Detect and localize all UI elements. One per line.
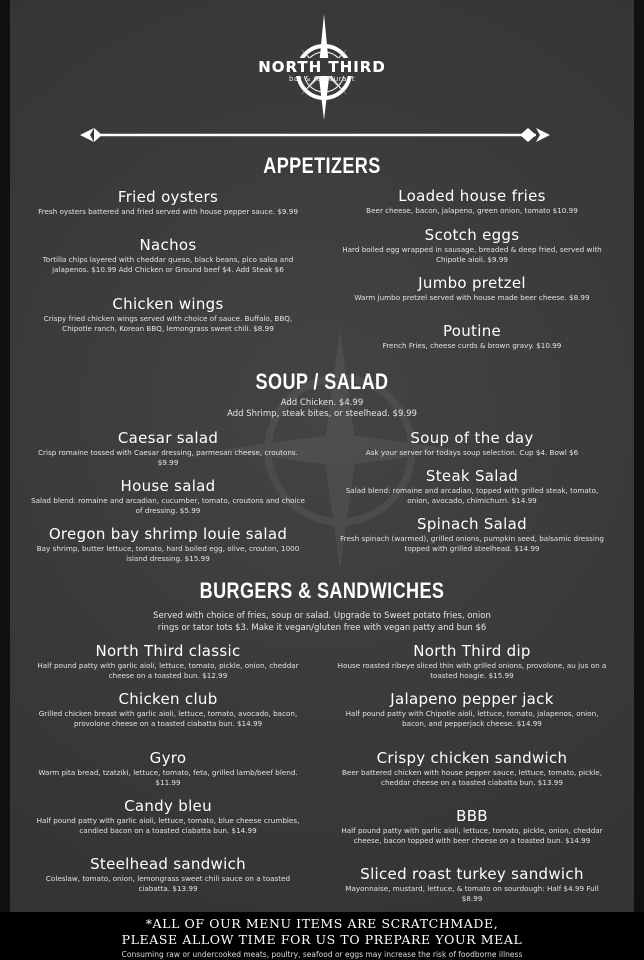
menu-item [30,690,306,728]
item-desc: House roasted ribeye sliced thin with grilled onions, provolone, au jus on a toasted hoagie. $15.99 [337,661,607,680]
item-name: House salad [120,477,216,495]
item-name: Chicken wings [112,295,224,313]
brand-subtitle: bar & restaurant [288,75,356,83]
section-title-appetizers: APPETIZERS [263,153,381,178]
item-desc: French Fries, cheese curds & brown gravy. $10.99 [382,341,562,350]
item-desc: Half pound patty with garlic aioli, lettuce, tomato, pickle, onion, cheddar cheese, bacon topped with beer cheese on a toasted bun. $14.99 [341,826,603,845]
menu-item [30,188,306,217]
item-desc: Beer cheese, bacon, jalapeno, green onion, tomato $10.99 [366,206,578,215]
section-note: Served with choice of fries, soup or salad. Upgrade to Sweet potato fries, onion [153,611,491,621]
section-note: Add Shrimp, steak bites, or steelhead. $9.99 [227,409,417,419]
item-desc: Crisp romaine tossed with Caesar dressing, parmesan cheese, croutons. $9.99 [38,448,298,467]
item-name: Jumbo pretzel [418,274,526,292]
section-title-soup-salad: SOUP / SALAD [255,369,389,394]
menu-item [336,274,608,303]
item-desc: Warm jumbo pretzel served with house made beer cheese. $8.99 [354,293,590,302]
menu-item [336,807,608,845]
section-note: rings or tator tots $3. Make it vegan/gluten free with vegan patty and bun $6 [157,623,487,633]
item-name: Soup of the day [410,429,534,447]
brand-name: NORTH THIRD [254,58,390,76]
item-desc: Tortilla chips layered with cheddar queso, black beans, pico salsa and jalapenos. $10.99 Add Chicken or Ground beef $4. Add Steak $6 [42,255,294,274]
item-desc: Mayonnaise, mustard, lettuce, & tomato on sourdough: Half $4.99 Full $8.99 [345,884,599,903]
item-name: Crispy chicken sandwich [376,749,568,767]
item-name: Fried oysters [117,188,219,206]
item-name: Chicken club [118,690,218,708]
item-desc: Coleslaw, tomato, onion, lemongrass sweet chili sauce on a toasted ciabatta. $13.99 [45,874,291,893]
menu-item [30,236,306,274]
menu-item [30,797,306,835]
item-desc: Salad blend: romaine and arcadian, topped with grilled steak, tomato, onion, avocado, chimichurri. $14.99 [345,486,599,505]
logo [0,0,644,130]
menu-item [336,226,608,264]
item-desc: Grilled chicken breast with garlic aioli, lettuce, tomato, avocado, bacon, provolone cheese on a toasted ciabatta bun. $14.99 [38,709,298,728]
section-title-burgers: BURGERS & SANDWICHES [199,578,445,603]
menu-item [30,642,306,680]
menu-item [30,749,306,787]
menu-item [30,295,306,333]
item-desc: Warm pita bread, tzatziki, lettuce, tomato, feta, grilled lamb/beef blend. $11.99 [38,768,298,787]
arrow-divider-icon [80,125,550,145]
item-name: Sliced roast turkey sandwich [360,865,584,883]
menu-item [336,690,608,728]
item-name: Steelhead sandwich [90,855,246,873]
item-name: Poutine [442,322,502,340]
item-name: Nachos [139,236,197,254]
item-desc: Ask your server for todays soup selection. Cup $4. Bowl $6 [365,448,579,457]
item-name: Gyro [149,749,187,767]
item-name: Loaded house fries [398,187,546,205]
menu-item [336,187,608,216]
menu-item [336,749,608,787]
menu-item [336,467,608,505]
item-name: Candy bleu [124,797,212,815]
menu-item [30,525,306,563]
item-desc: Half pound patty with garlic aioli, lettuce, tomato, pickle, onion, cheddar cheese on a toasted bun. $12.99 [37,661,299,680]
menu-item [30,429,306,467]
footer [0,912,644,960]
item-name: Spinach Salad [417,515,527,533]
item-name: Scotch eggs [424,226,520,244]
item-name: Oregon bay shrimp louie salad [48,525,288,543]
item-name: North Third dip [413,642,531,660]
menu-item [336,515,608,553]
item-desc: Salad blend: romaine and arcadian, cucumber, tomato, croutons and choice of dressing. $5.99 [31,496,305,515]
item-desc: Crispy fried chicken wings served with choice of sauce. Buffalo, BBQ, Chipotle ranch, Korean BBQ, lemongrass sweet chili. $8.99 [43,314,293,333]
item-name: Steak Salad [425,467,519,485]
item-desc: Beer battered chicken with house pepper sauce, lettuce, tomato, pickle, cheddar cheese on a toasted ciabatta bun. $13.99 [342,768,602,787]
item-desc: Half pound patty with Chipotle aioli, lettuce, tomato, jalapenos, onion, bacon, and pepperjack cheese. $14.99 [345,709,599,728]
menu-item [336,642,608,680]
item-name: Jalapeno pepper jack [390,690,554,708]
footer-disclaimer: Consuming raw or undercooked meats, poultry, seafood or eggs may increase the risk of foodborne illness [121,950,523,959]
item-name: Caesar salad [117,429,219,447]
item-desc: Fresh oysters battered and fried served with house pepper sauce. $9.99 [38,207,298,216]
menu-item [30,477,306,515]
item-name: North Third classic [95,642,241,660]
item-desc: Half pound patty with garlic aioli, lettuce, tomato, blue cheese crumbles, candied bacon on a toasted ciabatta bun. $14.99 [36,816,300,835]
section-note: Add Chicken. $4.99 [280,398,364,408]
item-desc: Hard boiled egg wrapped in sausage, breaded & deep fried, served with Chipotle aioli. $9.99 [342,245,602,264]
menu-item [336,865,608,903]
menu-item [30,855,306,893]
item-name: BBB [456,807,488,825]
footer-line-2: PLEASE ALLOW TIME FOR US TO PREPARE YOUR MEAL [121,932,523,947]
footer-line-1: *ALL OF OUR MENU ITEMS ARE SCRATCHMADE, [145,916,499,931]
item-desc: Fresh spinach (warmed), grilled onions, pumpkin seed, balsamic dressing topped with grilled steelhead. $14.99 [340,534,604,553]
menu-item [336,429,608,458]
item-desc: Bay shrimp, butter lettuce, tomato, hard boiled egg, olive, crouton, 1000 island dressing. $15.99 [36,544,300,563]
menu-item [336,322,608,351]
